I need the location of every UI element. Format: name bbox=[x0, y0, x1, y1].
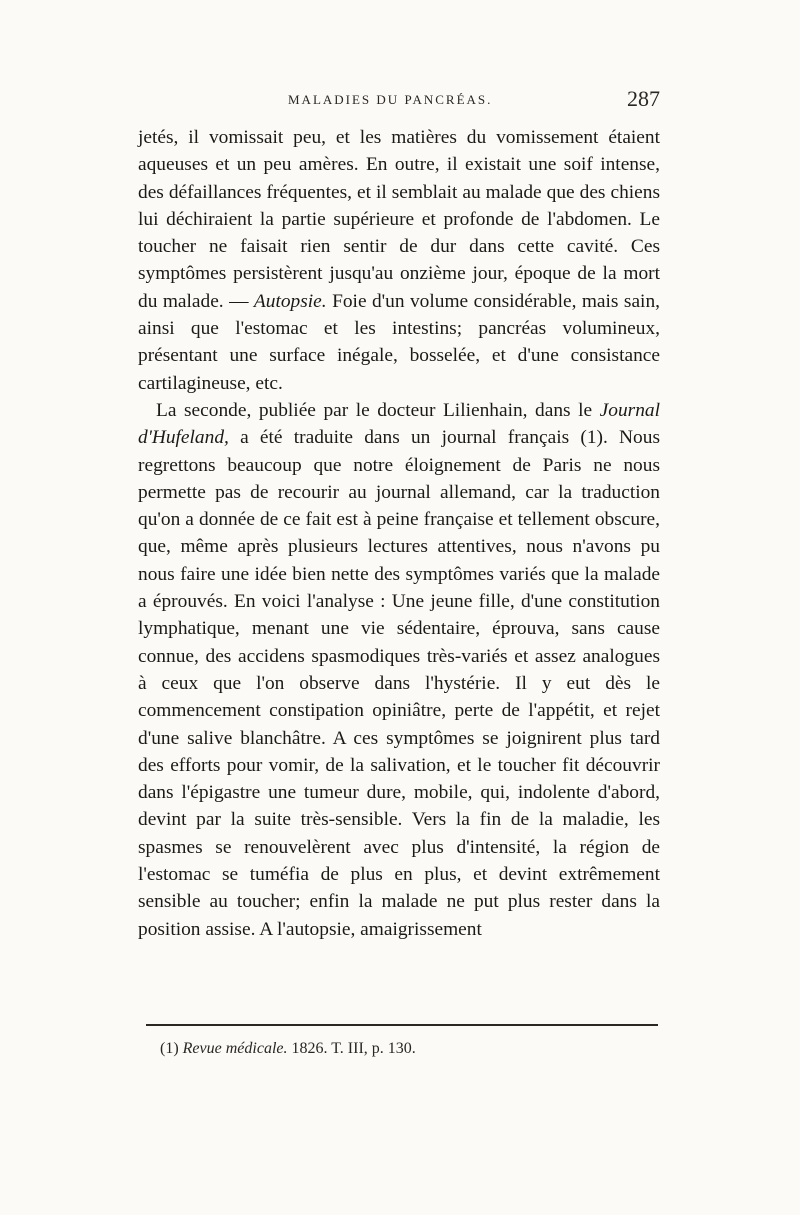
page-number: 287 bbox=[627, 86, 660, 111]
footnote-source: Revue médicale. bbox=[182, 1040, 288, 1057]
footnote-marker: (1) bbox=[160, 1040, 179, 1057]
paragraph-1-text-c: Foie d'un volume considérable, mais sain, ainsi que l'estomac et les intestins; pancréas volumineux, présentant une surface inégale, bosselée, et d'une consistance cartilagineuse, etc. bbox=[138, 290, 660, 394]
body-text bbox=[138, 124, 660, 943]
paragraph-2-text-c: a été traduite dans un journal français (1). Nous regrettons beaucoup que notre éloignement de Paris ne nous permette pas de recourir au journal allemand, car la traduction qu'on a donnée de ce fait est à peine française et tellement obscure, que, même après plusieurs lectures attentives, nous n'avons pu nous faire une idée bien nette des symptômes variés que la malade a éprouvés. En voici l'analyse : Une jeune fille, d'une constitution lymphatique, menant une vie sédentaire, éprouva, sans cause connue, des accidens spasmodiques très-variés et assez analogues à ceux que l'on observe dans l'hystérie. Il y eut dès le commencement constipation opiniâtre, perte de l'appétit, et rejet d'une salive blanchâtre. A ces symptômes se joignirent plus tard des efforts pour vomir, de la salivation, et le toucher fit découvrir dans l'épigastre une tumeur dure, mobile, qui, indolente d'abord, devint par la suite très-sensible. Vers la fin de la maladie, les spasmes se renouvelèrent avec plus d'intensité, la région de l'estomac se tuméfia de plus en plus, et devint extrêmement sensible au toucher; enfin la malade ne put plus rester dans la position assise. A l'autopsie, amaigrissement bbox=[138, 427, 660, 940]
running-head: MALADIES DU PANCRÉAS. bbox=[288, 92, 493, 107]
autopsie-heading: Autopsie. bbox=[253, 290, 327, 312]
footnote-rule bbox=[146, 1024, 658, 1026]
paragraph-continued bbox=[138, 124, 660, 397]
paragraph-second-case bbox=[138, 397, 660, 943]
footnote bbox=[160, 1040, 416, 1058]
paragraph-2-text-a: La seconde, publiée par le docteur Lilienhain, dans le bbox=[156, 399, 600, 421]
page-header bbox=[138, 86, 660, 126]
footnote-details: 1826. T. III, p. 130. bbox=[291, 1040, 416, 1057]
journal-title: Journal d'Hufeland, bbox=[138, 399, 660, 449]
paragraph-1-text-a: jetés, il vomissait peu, et les matières du vomissement étaient aqueuses et un peu amères. En outre, il existait une soif intense, des défaillances fréquentes, et il semblait au malade que des chiens lui déchiraient la partie supérieure et profonde de l'abdomen. Le toucher ne faisait rien sentir de dur dans cette cavité. Ces symptômes persistèrent jusqu'au onzième jour, époque de la mort du malade. — bbox=[138, 127, 660, 312]
